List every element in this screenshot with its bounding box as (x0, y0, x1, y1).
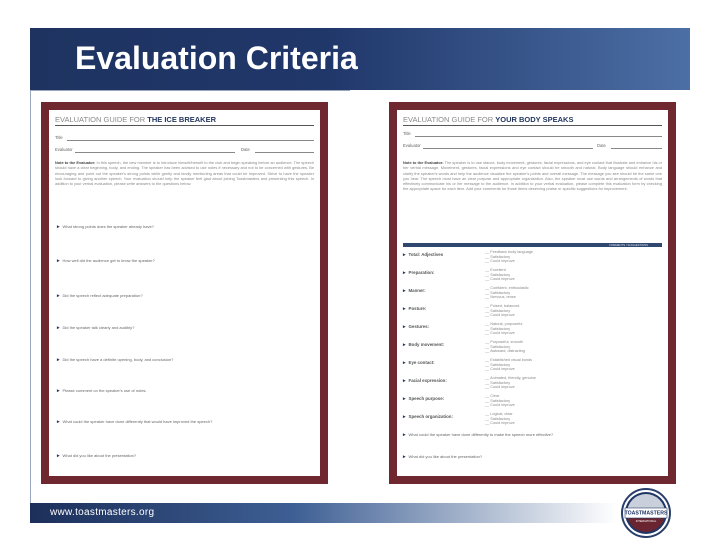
criteria-item: ▸ Posture: (403, 306, 427, 312)
icebreaker-question: ▸ What strong points does the speaker already have? (57, 224, 154, 230)
icebreaker-question: ▸ What could the speaker have done differently that would have improved the speech? (57, 419, 213, 425)
icebreaker-question: ▸ Did the speech reflect adequate preparation? (57, 293, 143, 299)
criteria-options: __ Logical, clear __ Satisfactory __ Could improve (485, 412, 515, 426)
bullet-icon: ▸ (57, 357, 60, 363)
icebreaker-question: ▸ Did the speaker talk clearly and audibly? (57, 325, 135, 331)
bodyspeaks-document-page (397, 110, 668, 476)
bullet-icon: ▸ (403, 270, 406, 276)
criteria-item: ▸ Manner: (403, 288, 426, 294)
criteria-options: __ Excellent __ Satisfactory __ Could improve (485, 268, 515, 282)
bodyspeaks-document-frame (389, 102, 676, 484)
bullet-icon: ▸ (403, 396, 406, 402)
bodyspeaks-question: ▸ What did you like about the presentation? (403, 454, 483, 460)
bullet-icon: ▸ (403, 288, 406, 294)
bullet-icon: ▸ (403, 360, 406, 366)
bullet-icon: ▸ (57, 224, 60, 230)
bodyspeaks-heading (403, 115, 573, 124)
criteria-options: __ Confident, enthusiastic __ Satisfactory __ Nervous, tense (485, 286, 529, 300)
criteria-item: ▸ Total: Adjectives (403, 252, 444, 258)
bullet-icon: ▸ (403, 324, 406, 330)
criteria-options: __ Natural, purposeful __ Satisfactory __ Could improve (485, 322, 522, 336)
icebreaker-heading-title: THE ICE BREAKER (147, 115, 216, 124)
icebreaker-title-label: Title (55, 135, 63, 140)
criteria-item: ▸ Speech purpose: (403, 396, 445, 402)
criteria-item: ▸ Speech organization: (403, 414, 453, 420)
criteria-item: ▸ Eye contact: (403, 360, 435, 366)
bodyspeaks-heading-rule (403, 125, 662, 126)
bullet-icon: ▸ (57, 258, 60, 264)
icebreaker-question: ▸ How well did the audience get to know the speaker? (57, 258, 155, 264)
criteria-item: ▸ Gestures: (403, 324, 430, 330)
icebreaker-title-line (67, 140, 314, 141)
icebreaker-note-label: Note to the Evaluator: (55, 160, 96, 165)
bodyspeaks-note-text: The speaker is to use stance, body movement, gestures, facial expressions, and eye contact that illustrate and enhance his or her verbal message. Movement, gestures, facial expressions and eye contact should be smooth and natural. Body language should enhance and clarify the speaker's words and help the audience visualize the speaker's points and overall message. The message you see should be the same one you hear. The speech must have an clear purpose and appropriate organization. Also, the speaker must use words and arrangements of words that effectively communicate his or her message to the audience. In addition to your verbal evaluation, please complete this evaluation form by checking the appropriate space for each item. Add your comments for those items deserving praise or specific suggestions for improvement. (403, 160, 663, 192)
header-divider (30, 90, 350, 91)
bodyspeaks-evaluator-line (423, 148, 593, 149)
bodyspeaks-date-label: Date (597, 143, 606, 148)
criteria-header-label: COMMENTS / SUGGESTIONS (608, 243, 648, 247)
bullet-icon: ▸ (403, 306, 406, 312)
bodyspeaks-date-line (611, 148, 662, 149)
criteria-options: __ Animated, friendly, genuine __ Satisfactory __ Could improve (485, 376, 536, 390)
bodyspeaks-title-line (415, 136, 662, 137)
criteria-item: ▸ Body movement: (403, 342, 445, 348)
criteria-item: ▸ Preparation: (403, 270, 435, 276)
bodyspeaks-note-label: Note to the Evaluator: (403, 160, 444, 165)
slide-title: Evaluation Criteria (75, 40, 358, 76)
logo-subtext: INTERNATIONAL (635, 520, 657, 523)
icebreaker-date-label: Date (241, 147, 250, 152)
icebreaker-question: ▸ Did the speech have a definite opening, body, and conclusion? (57, 357, 174, 363)
bullet-icon: ▸ (403, 432, 406, 438)
bullet-icon: ▸ (57, 419, 60, 425)
icebreaker-heading-prefix: EVALUATION GUIDE FOR (55, 115, 148, 124)
icebreaker-heading (55, 115, 216, 124)
bodyspeaks-evaluator-note (403, 160, 662, 192)
icebreaker-question: ▸ What did you like about the presentation? (57, 453, 137, 459)
bodyspeaks-evaluator-label: Evaluator (403, 143, 421, 148)
bullet-icon: ▸ (403, 414, 406, 420)
icebreaker-document-frame (41, 102, 328, 484)
bodyspeaks-heading-prefix: EVALUATION GUIDE FOR (403, 115, 496, 124)
criteria-header-bar (403, 243, 662, 247)
bodyspeaks-question: ▸ What could the speaker have done differently to make the speech more effective? (403, 432, 554, 438)
icebreaker-evaluator-line (75, 152, 235, 153)
bullet-icon: ▸ (403, 252, 406, 258)
bodyspeaks-title-label: Title (403, 131, 411, 136)
icebreaker-evaluator-label: Evaluator (55, 147, 73, 152)
bullet-icon: ▸ (57, 388, 60, 394)
criteria-options: __ Poised, balanced __ Satisfactory __ Could improve (485, 304, 519, 318)
criteria-options: __ Clear __ Satisfactory __ Could improve (485, 394, 515, 408)
toastmasters-logo-icon (620, 487, 672, 539)
criteria-options: __ Feedback body language __ Satisfactory __ Could improve (485, 250, 533, 264)
criteria-options: __ Purposeful, smooth __ Satisfactory __ Awkward, distracting (485, 340, 525, 354)
left-divider (30, 90, 31, 520)
bodyspeaks-heading-title: YOUR BODY SPEAKS (495, 115, 574, 124)
icebreaker-question: ▸ Please comment on the speaker's use of notes. (57, 388, 147, 394)
logo-text: TOASTMASTERS (624, 510, 668, 517)
icebreaker-document-page (49, 110, 320, 476)
icebreaker-evaluator-note (55, 160, 314, 186)
bullet-icon: ▸ (403, 378, 406, 384)
icebreaker-date-line (255, 152, 314, 153)
bullet-icon: ▸ (57, 293, 60, 299)
bullet-icon: ▸ (403, 342, 406, 348)
criteria-options: __ Established visual bonds __ Satisfactory __ Could improve (485, 358, 532, 372)
bullet-icon: ▸ (403, 454, 406, 460)
bullet-icon: ▸ (57, 453, 60, 459)
icebreaker-heading-rule (55, 125, 314, 126)
icebreaker-note-text: In this speech, the new member is to introduce himself/herself to the club and begin speaking before an audience. The speech should have a clear beginning, body, and ending. The speaker has been advised to use notes if necessary and not to be concerned with gestures. Be encouraging and point out the speaker's strong points while gently and kindly mentioning areas that could be improved. Strive to have the speaker look forward to giving another speech. Your evaluation should help the speaker feel glad about joining Toastmasters and presenting this speech. In addition to your verbal evaluation, please write answers to the questions below. (55, 160, 314, 187)
criteria-item: ▸ Facial expression: (403, 378, 447, 384)
footer-url: www.toastmasters.org (50, 507, 155, 518)
bullet-icon: ▸ (57, 325, 60, 331)
